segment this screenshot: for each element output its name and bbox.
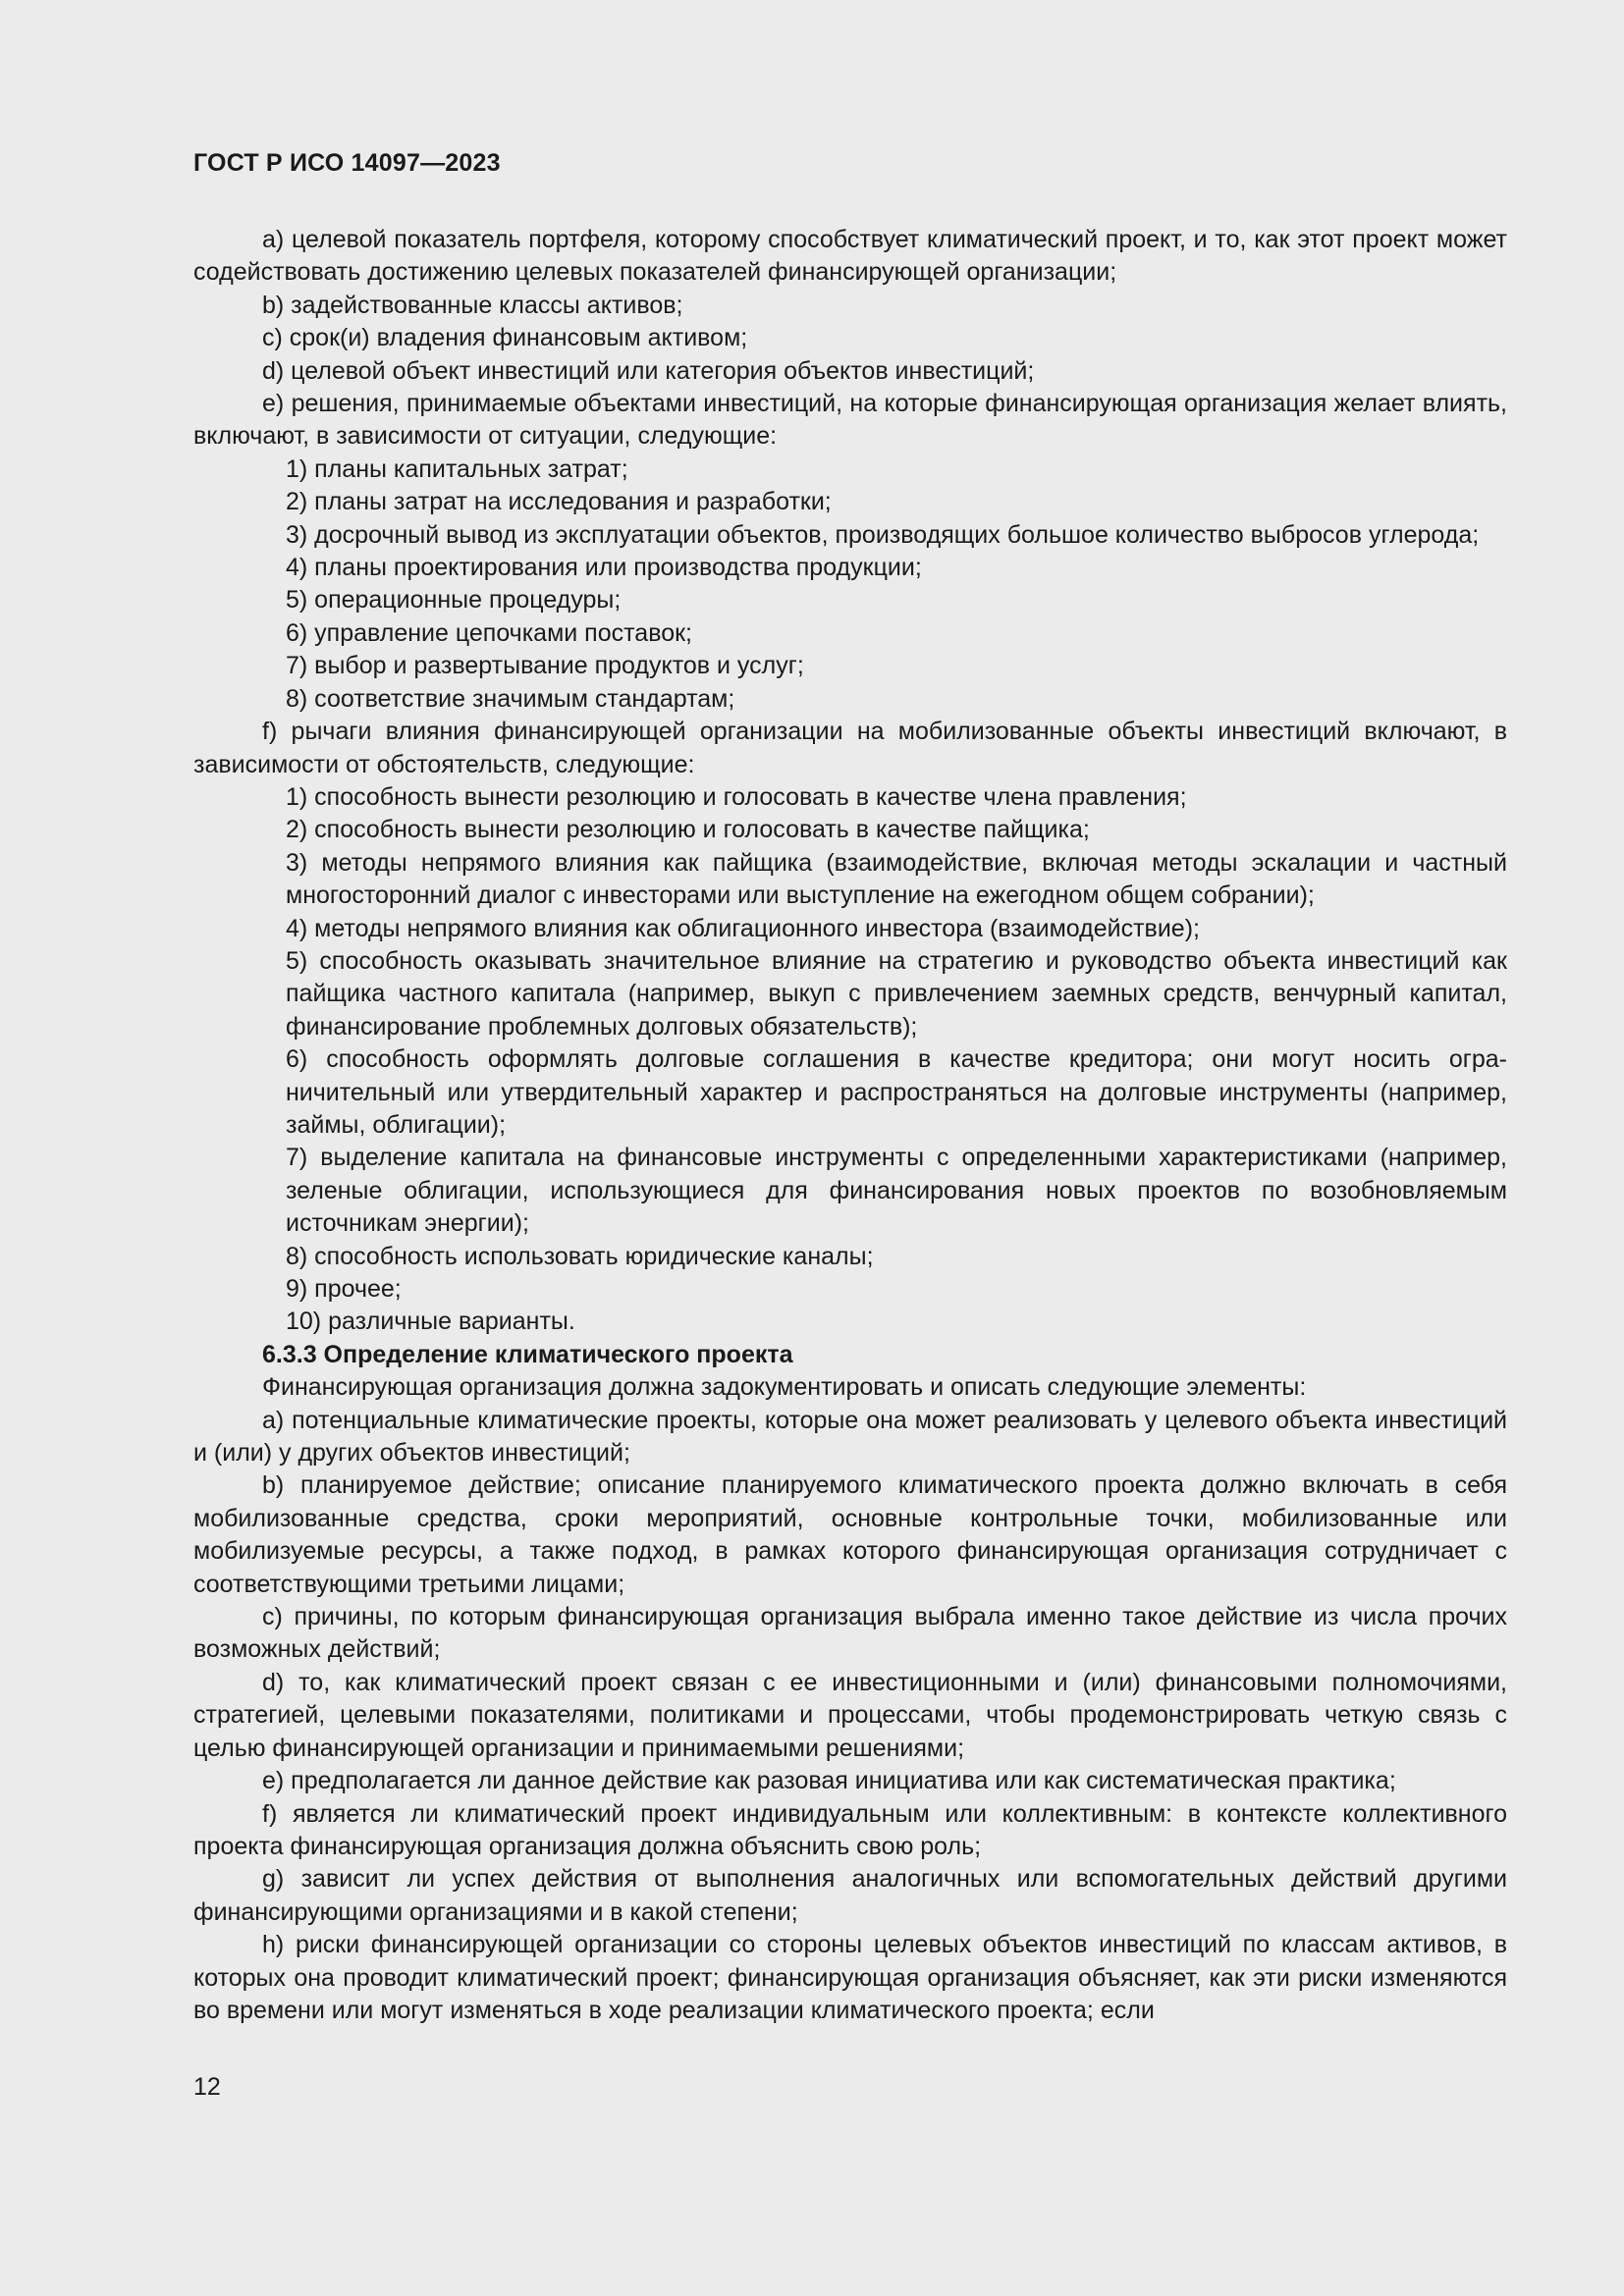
document-body bbox=[193, 224, 1507, 2027]
list-item: h) риски финансирующей организации со стороны целевых объектов инвестиций по классам активов, в которых она проводит климатический проект; финансирующая организация объясняет, как эти риски изменяются во времени или могут изменяться в ходе реализации климатического проекта; если bbox=[193, 1931, 1507, 2024]
list-item: c) срок(и) владения финансовым активом; bbox=[262, 324, 748, 352]
sub-list-item: 5) операционные процедуры; bbox=[286, 586, 622, 614]
sub-list-item: 1) способность вынести резолюцию и голосовать в качестве члена правления; bbox=[286, 782, 1187, 811]
sub-list-item: 8) соответствие значимым стандартам; bbox=[286, 684, 735, 713]
sub-list-item: 7) выбор и развертывание продуктов и услуг; bbox=[286, 652, 804, 680]
list-item: d) то, как климатический проект связан с ее инвестиционными и (или) финансовыми полномочиями, стратегией, целевыми показателями, политиками и процессами, чтобы продемонстрировать четкую связь с целью финансирующей организации и принимаемыми решениями; bbox=[193, 1668, 1507, 1762]
paragraph: Финансирующая организация должна задокументировать и описать следующие элементы: bbox=[262, 1373, 1307, 1402]
page-number: 12 bbox=[193, 2073, 221, 2101]
list-item: a) потенциальные климатические проекты, которые она может реализовать у целевого объекта инвестиций и (или) у других объектов инвестиций; bbox=[193, 1406, 1507, 1468]
sub-list-item: 2) способность вынести резолюцию и голосовать в качестве пайщика; bbox=[286, 816, 1090, 844]
list-item: f) является ли климатический проект индивидуальным или коллективным: в контексте коллективного проекта финансирующая организация должна объяснить свою роль; bbox=[193, 1799, 1507, 1860]
list-item: d) целевой объект инвестиций или категория объектов инвестиций; bbox=[262, 356, 1035, 385]
section-heading: 6.3.3 Определение климатического проекта bbox=[262, 1340, 793, 1368]
list-item: e) предполагается ли данное действие как разовая инициатива или как систематическая практика; bbox=[262, 1767, 1396, 1795]
sub-list-item: 2) планы затрат на исследования и разработки; bbox=[286, 488, 832, 516]
sub-list-item: 9) прочее; bbox=[286, 1275, 402, 1303]
list-item: g) зависит ли успех действия от выполнения аналогичных или вспомогательных действий другими финансирующими организациями и в какой степени; bbox=[193, 1865, 1507, 1926]
sub-list-item: 4) планы проектирования или производства продукции; bbox=[286, 554, 922, 582]
document-header: ГОСТ Р ИСО 14097—2023 bbox=[193, 149, 501, 177]
list-item: c) причины, по которым финансирующая организация выбрала именно такое действие из числа прочих возможных действий; bbox=[193, 1603, 1507, 1664]
list-item: b) задействованные классы активов; bbox=[262, 291, 683, 319]
sub-list-item: 7) выделение капитала на финансовые инструменты с определенными характеристиками (например, зеленые облигации, использующиеся для финансирования новых проектов по возобновляемым источникам энергии); bbox=[286, 1144, 1507, 1238]
sub-list-item: 4) методы непрямого влияния как облигационного инвестора (взаимодействие); bbox=[286, 914, 1200, 942]
list-item: e) решения, принимаемые объектами инвестиций, на которые финансирующая организация желает влиять, включают, в зависимости от ситуации, следующие: bbox=[193, 390, 1507, 451]
list-item: a) целевой показатель портфеля, которому способствует климатический проект, и то, как этот проект может содействовать достижению целевых показателей финансирующей организации; bbox=[193, 226, 1507, 287]
sub-list-item: 6) способность оформлять долговые соглашения в качестве кредитора; они могут носить ограничительный или утвердительный характер и распространяться на долговые инструменты (например, займы, облигации); bbox=[286, 1045, 1507, 1139]
sub-list-item: 6) управление цепочками поставок; bbox=[286, 618, 692, 647]
sub-list-item: 3) методы непрямого влияния как пайщика (взаимодействие, включая методы эскалации и частный многосторонний диалог с инвесторами или выступление на ежегодном общем собрании); bbox=[286, 848, 1507, 910]
sub-list-item: 8) способность использовать юридические каналы; bbox=[286, 1242, 874, 1270]
sub-list-item: 5) способность оказывать значительное влияние на стратегию и руководство объекта инвестиций как пайщика частного капитала (например, выкуп с привлечением заемных средств, венчурный капитал, финансирование проблемных долговых обязательств); bbox=[286, 946, 1507, 1041]
list-item: f) рычаги влияния финансирующей организации на мобилизованные объекты инвестиций включают, в зависимости от обстоятельств, следующие: bbox=[193, 718, 1507, 778]
list-item: b) планируемое действие; описание планируемого климатического проекта должно включать в себя мобилизованные средства, сроки мероприятий, основные контрольные точки, мобилизованные или мобилизуемые ресурсы, а также подход, в рамках которого финансирующая организация сотрудничает с соответствующими третьими лицами; bbox=[193, 1471, 1507, 1598]
sub-list-item: 3) досрочный вывод из эксплуатации объектов, производящих большое количество выбросов углерода; bbox=[286, 520, 1480, 549]
sub-list-item: 10) различные варианты. bbox=[286, 1308, 575, 1336]
sub-list-item: 1) планы капитальных затрат; bbox=[286, 454, 628, 483]
